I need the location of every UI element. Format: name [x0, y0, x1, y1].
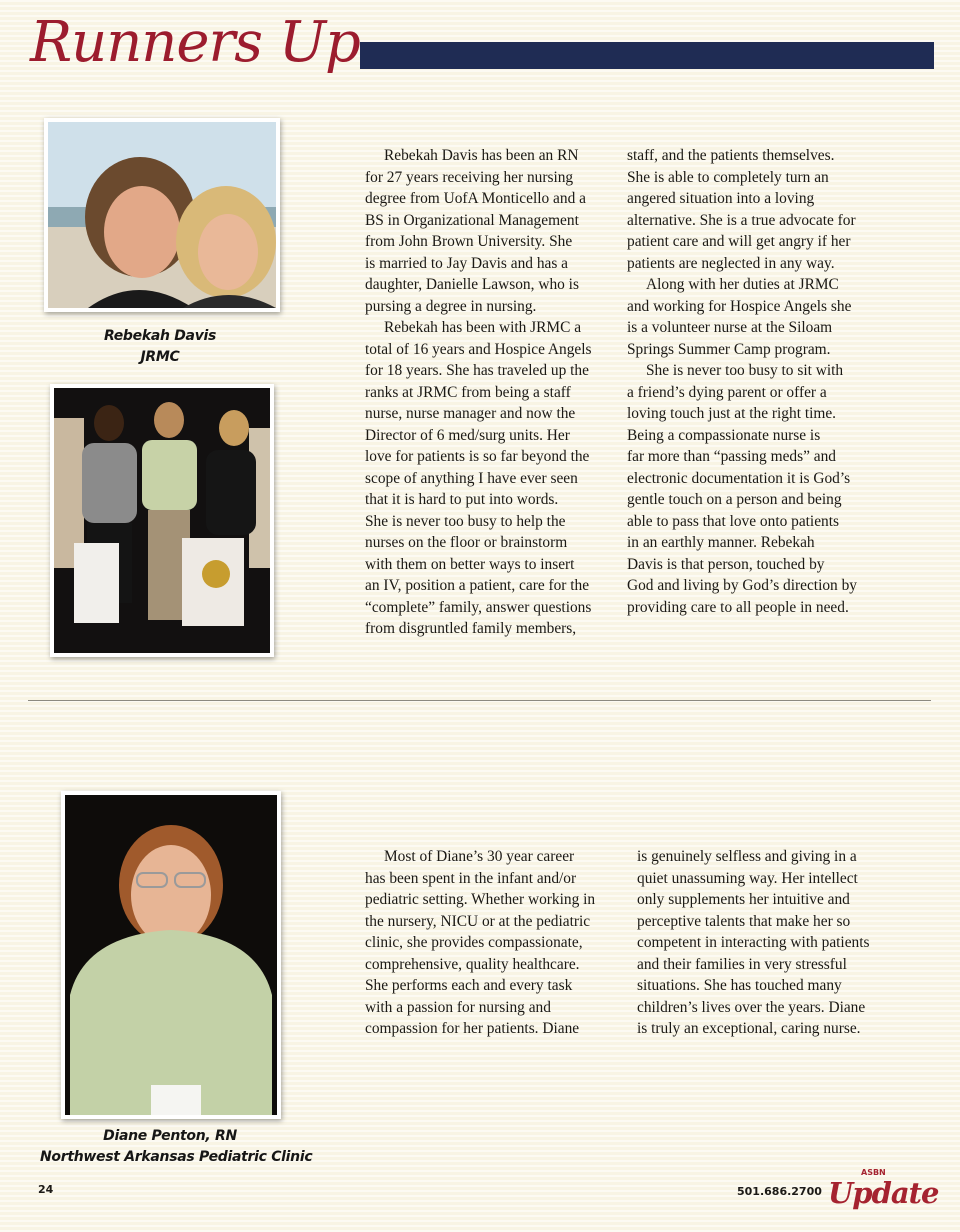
- logo-update: Update: [828, 1176, 939, 1210]
- text-line: patient care and will get angry if her: [627, 233, 851, 250]
- text-line: total of 16 years and Hospice Angels: [365, 340, 592, 358]
- caption-rebekah: [60, 326, 260, 368]
- text-line: with them on better ways to insert: [365, 555, 575, 573]
- text-line: is genuinely selfless and giving in a: [637, 848, 857, 865]
- text-line: Rebekah Davis has been an RN: [384, 147, 579, 164]
- text-line: Director of 6 med/surg units. Her: [365, 426, 570, 444]
- text-line: far more than “passing meds” and: [627, 448, 836, 465]
- text-line: alternative. She is a true advocate for: [627, 211, 856, 229]
- text-line: staff, and the patients themselves.: [627, 147, 835, 164]
- text-line: She performs each and every task: [365, 977, 573, 994]
- text-line: an IV, position a patient, care for the: [365, 577, 590, 594]
- photo-rebekah-daughter: [44, 118, 280, 312]
- text-line: BS in Organizational Management: [365, 211, 579, 229]
- text-line: pediatric setting. Whether working in: [365, 891, 596, 908]
- section2-column-2: [637, 846, 870, 1040]
- text-line: situations. She has touched many: [637, 977, 842, 994]
- text-line: ranks at JRMC from being a staff: [365, 383, 571, 401]
- text-line: has been spent in the infant and/or: [365, 869, 577, 887]
- text-line: and their families in very stressful: [637, 955, 847, 973]
- text-line: in an earthly manner. Rebekah: [627, 534, 815, 551]
- text-line: Along with her duties at JRMC: [646, 276, 839, 293]
- text-line: compassion for her patients. Diane: [365, 1020, 580, 1037]
- text-line: the nursery, NICU or at the pediatric: [365, 912, 591, 930]
- text-line: is married to Jay Davis and has a: [365, 254, 569, 272]
- text-line: with a passion for nursing and: [365, 998, 551, 1016]
- section-divider: [28, 700, 931, 701]
- text-line: is a volunteer nurse at the Siloam: [627, 319, 833, 336]
- text-line: patients are neglected in any way.: [627, 254, 835, 272]
- text-line: children’s lives over the years. Diane: [637, 998, 866, 1016]
- text-line: love for patients is so far beyond the: [365, 448, 590, 465]
- caption-diane: [40, 1126, 313, 1168]
- text-line: competent in interacting with patients: [637, 934, 870, 951]
- text-line: Springs Summer Camp program.: [627, 340, 831, 358]
- text-line: nurse, nurse manager and now the: [365, 405, 576, 422]
- text-line: Rebekah has been with JRMC a: [384, 319, 582, 336]
- section1-column-1: [365, 145, 592, 640]
- text-line: a friend’s dying parent or offer a: [627, 383, 827, 401]
- caption-name: Diane Penton, RN: [103, 1128, 237, 1144]
- logo-asbn: ASBN: [861, 1168, 886, 1177]
- asbn-update-logo: [828, 1168, 939, 1212]
- text-line: from John Brown University. She: [365, 233, 573, 250]
- text-line: from disgruntled family members,: [365, 620, 577, 637]
- text-line: Most of Diane’s 30 year career: [384, 848, 575, 865]
- text-line: pursing a degree in nursing.: [365, 297, 537, 315]
- page-title: Runners Up: [30, 10, 360, 75]
- text-line: She is never too busy to help the: [365, 512, 566, 530]
- text-line: Davis is that person, touched by: [627, 555, 825, 573]
- text-line: Being a compassionate nurse is: [627, 426, 821, 444]
- text-line: gentle touch on a person and being: [627, 491, 842, 508]
- text-line: for 18 years. She has traveled up the: [365, 362, 589, 379]
- text-line: angered situation into a loving: [627, 190, 815, 207]
- text-line: quiet unassuming way. Her intellect: [637, 869, 858, 887]
- text-line: only supplements her intuitive and: [637, 891, 850, 908]
- text-line: providing care to all people in need.: [627, 598, 849, 616]
- text-line: comprehensive, quality healthcare.: [365, 955, 580, 973]
- text-line: clinic, she provides compassionate,: [365, 934, 583, 951]
- text-line: is truly an exceptional, caring nurse.: [637, 1020, 861, 1037]
- text-line: loving touch just at the right time.: [627, 405, 837, 422]
- text-line: God and living by God’s direction by: [627, 577, 857, 594]
- text-line: perceptive talents that make her so: [637, 912, 851, 930]
- text-line: degree from UofA Monticello and a: [365, 190, 586, 207]
- photo-award-group: [50, 384, 274, 657]
- section2-column-1: [365, 846, 595, 1040]
- text-line: electronic documentation it is God’s: [627, 469, 851, 487]
- text-line: daughter, Danielle Lawson, who is: [365, 276, 579, 293]
- caption-org: Northwest Arkansas Pediatric Clinic: [40, 1149, 313, 1165]
- phone-number: 501.686.2700: [737, 1185, 822, 1198]
- text-line: “complete” family, answer questions: [365, 598, 592, 616]
- text-line: scope of anything I have ever seen: [365, 469, 578, 487]
- photo-diane-portrait: [61, 791, 281, 1119]
- text-line: able to pass that love onto patients: [627, 512, 840, 530]
- text-line: nurses on the floor or brainstorm: [365, 534, 568, 551]
- title-bar: [360, 42, 934, 69]
- section1-column-2: [627, 145, 857, 618]
- page-number: 24: [38, 1183, 54, 1196]
- text-line: and working for Hospice Angels she: [627, 297, 852, 315]
- text-line: that it is hard to put into words.: [365, 491, 559, 508]
- text-line: She is able to completely turn an: [627, 168, 829, 186]
- caption-org: JRMC: [140, 349, 180, 365]
- text-line: She is never too busy to sit with: [646, 362, 844, 379]
- caption-name: Rebekah Davis: [103, 328, 217, 344]
- text-line: for 27 years receiving her nursing: [365, 168, 574, 186]
